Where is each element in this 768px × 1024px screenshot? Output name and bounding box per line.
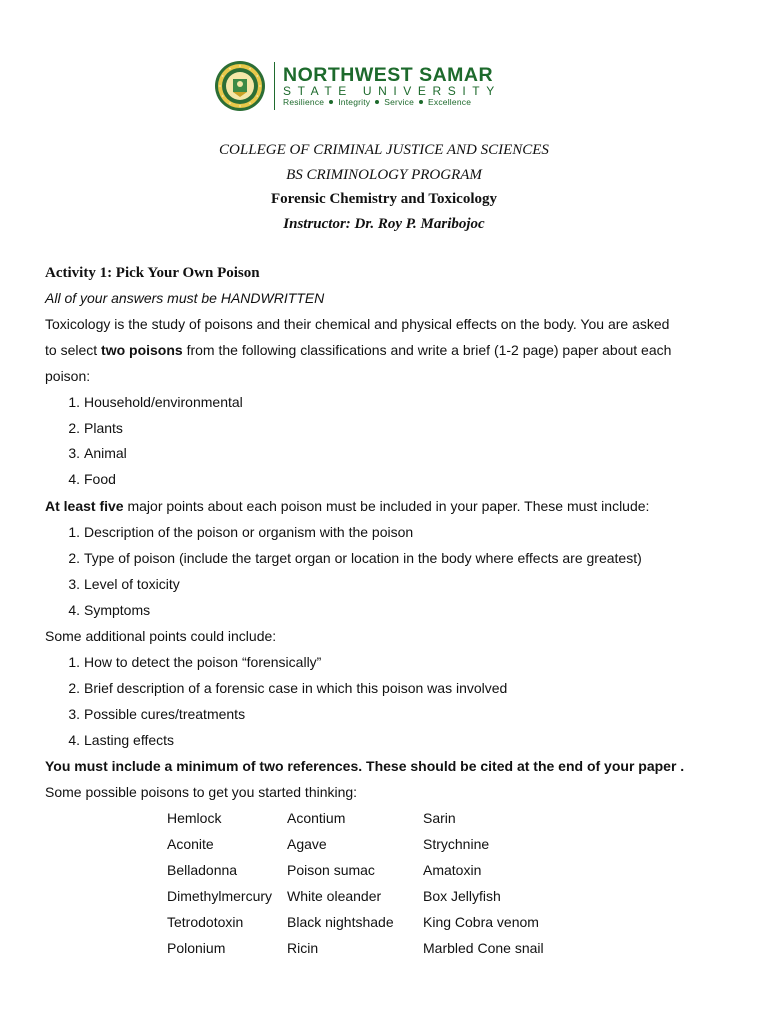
poison-name: Strychnine [423, 836, 490, 852]
list-item-text: Brief description of a forensic case in which this poison was involved [84, 680, 508, 696]
intro-line-2 [45, 341, 671, 359]
course-name: Forensic Chemistry and Toxicology [271, 191, 497, 207]
points-emphasis: At least five [45, 498, 124, 514]
poison-name: Dimethylmercury [167, 888, 273, 904]
poison-name: Belladonna [167, 862, 238, 878]
poison-name: Marbled Cone snail [423, 940, 544, 956]
list-number: 1. [68, 394, 80, 410]
handwritten-note: All of your answers must be HANDWRITTEN [45, 290, 325, 306]
list-item-text: Type of poison (include the target organ or location in the body where effects are greatest) [84, 550, 642, 566]
list-item-text: Level of toxicity [84, 576, 180, 592]
list-number: 4. [68, 732, 80, 748]
poison-name: Polonium [167, 940, 226, 956]
list-item-text: Description of the poison or organism with the poison [84, 524, 414, 540]
poison-name: Hemlock [167, 810, 222, 826]
poison-name: Sarin [423, 810, 456, 826]
poison-name: Poison sumac [287, 862, 375, 878]
list-number: 4. [68, 602, 80, 618]
list-item-text: Symptoms [84, 602, 151, 618]
poison-name: Acontium [287, 810, 346, 826]
poison-name: Agave [287, 836, 327, 852]
additional-intro: Some additional points could include: [45, 628, 277, 644]
intro-text: to select [45, 342, 102, 358]
motto-word: Service [384, 96, 415, 107]
intro-line-1: Toxicology is the study of poisons and their chemical and physical effects on the body. You are asked [45, 316, 670, 332]
list-number: 2. [68, 550, 80, 566]
university-logo [214, 60, 501, 112]
university-motto [283, 97, 501, 107]
list-item-text: Food [84, 471, 116, 487]
points-intro [45, 497, 649, 515]
list-item-text: Household/environmental [84, 394, 243, 410]
motto-word: Resilience [283, 96, 325, 107]
poison-name: Tetrodotoxin [167, 914, 244, 930]
list-number: 3. [68, 706, 80, 722]
poison-name: Black nightshade [287, 914, 394, 930]
references-note: You must include a minimum of two references. These should be cited at the end of your paper . [45, 758, 685, 774]
intro-text: from the following classifications and write a brief (1-2 page) paper about each [182, 342, 672, 358]
university-subtitle: STATE UNIVERSITY [283, 83, 501, 98]
list-item-text: Lasting effects [84, 732, 175, 748]
program-name: BS CRIMINOLOGY PROGRAM [286, 167, 482, 183]
instructor-name: Instructor: Dr. Roy P. Maribojoc [283, 216, 485, 232]
university-seal-icon [214, 60, 266, 112]
list-number: 3. [68, 445, 80, 461]
poison-name: King Cobra venom [423, 914, 539, 930]
poison-name: Amatoxin [423, 862, 482, 878]
logo-text [283, 63, 501, 107]
college-name: COLLEGE OF CRIMINAL JUSTICE AND SCIENCES [219, 142, 549, 158]
list-number: 2. [68, 420, 80, 436]
list-number: 2. [68, 680, 80, 696]
poison-name: White oleander [287, 888, 382, 904]
list-number: 4. [68, 471, 80, 487]
points-text: major points about each poison must be included in your paper. These must include: [123, 498, 650, 514]
list-item-text: Plants [84, 420, 123, 436]
list-number: 1. [68, 654, 80, 670]
motto-word: Integrity [338, 96, 371, 107]
intro-emphasis: two poisons [101, 342, 183, 358]
list-item-text: Possible cures/treatments [84, 706, 246, 722]
motto-word: Excellence [428, 96, 472, 107]
list-number: 3. [68, 576, 80, 592]
poison-name: Aconite [167, 836, 214, 852]
bullet-icon [419, 100, 423, 104]
poison-name: Box Jellyfish [423, 888, 501, 904]
possible-intro: Some possible poisons to get you started thinking: [45, 784, 358, 800]
university-name: NORTHWEST SAMAR [283, 63, 494, 86]
bullet-icon [375, 100, 379, 104]
bullet-icon [329, 100, 333, 104]
list-item-text: How to detect the poison “forensically” [84, 654, 322, 670]
activity-title: Activity 1: Pick Your Own Poison [45, 265, 260, 281]
list-item-text: Animal [84, 445, 127, 461]
logo-divider [274, 62, 275, 110]
poison-name: Ricin [287, 940, 319, 956]
list-number: 1. [68, 524, 80, 540]
intro-line-3: poison: [45, 368, 91, 384]
